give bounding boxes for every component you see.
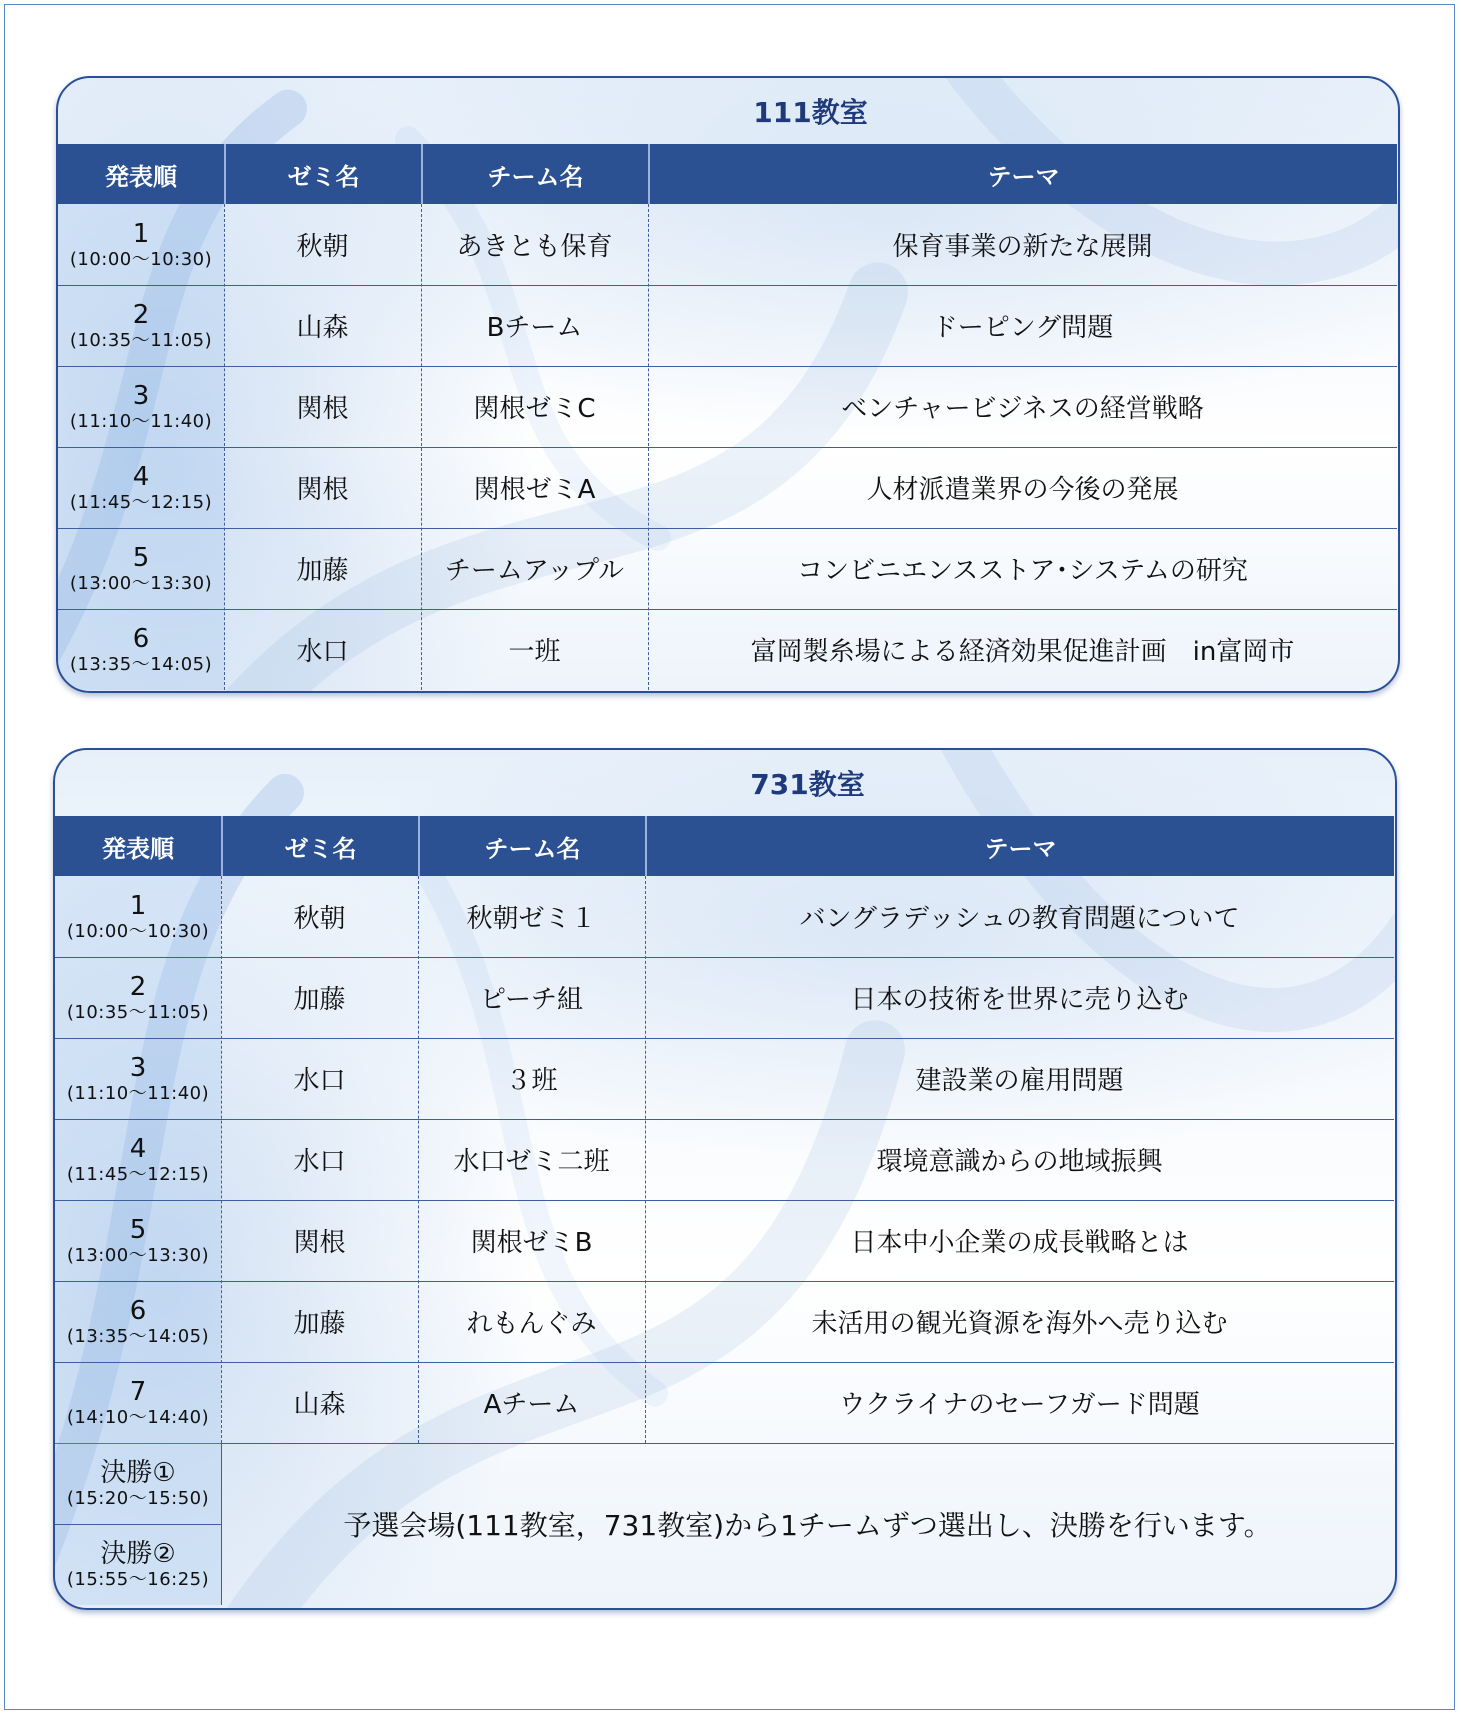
time-slot: (10:00～10:30) xyxy=(69,248,213,270)
room-731-card xyxy=(53,748,1397,1610)
seminar-cell: 山森 xyxy=(296,313,349,343)
row-divider xyxy=(58,609,1397,610)
column-divider xyxy=(224,204,225,690)
column-divider xyxy=(221,876,222,1443)
time-slot: (10:35～11:05) xyxy=(66,1001,210,1023)
time-slot: (14:10～14:40) xyxy=(66,1406,210,1428)
presentation-order-cell xyxy=(58,204,224,285)
presentation-order-cell xyxy=(55,1119,221,1200)
theme-cell: 環境意識からの地域振興 xyxy=(876,1147,1163,1177)
time-slot: (15:55～16:25) xyxy=(66,1568,210,1590)
order-number: 4 xyxy=(132,461,150,492)
presentation-order-cell xyxy=(55,1281,221,1362)
final-label: 決勝② xyxy=(100,1538,176,1569)
row-divider xyxy=(58,285,1397,286)
column-divider xyxy=(648,204,649,690)
column-header-order: 発表順 xyxy=(58,144,224,204)
order-number: 3 xyxy=(129,1052,147,1083)
seminar-cell: 水口 xyxy=(293,1066,346,1096)
presentation-order-cell xyxy=(55,957,221,1038)
order-number: 1 xyxy=(132,218,150,249)
row-divider xyxy=(55,1281,1394,1282)
column-header-team: チーム名 xyxy=(418,816,645,876)
order-number: 5 xyxy=(132,542,150,573)
order-number: 3 xyxy=(132,380,150,411)
presentation-order-cell xyxy=(58,609,224,690)
team-cell: チームアップル xyxy=(444,556,625,586)
final-order-cell xyxy=(55,1443,221,1524)
seminar-cell: 山森 xyxy=(293,1390,346,1420)
row-divider xyxy=(58,528,1397,529)
column-divider xyxy=(421,204,422,690)
theme-cell: 未活用の観光資源を海外へ売り込む xyxy=(811,1309,1228,1339)
team-cell: 関根ゼミC xyxy=(473,394,596,424)
column-header-order: 発表順 xyxy=(55,816,221,876)
team-cell: ピーチ組 xyxy=(480,985,583,1015)
order-number: 2 xyxy=(129,971,147,1002)
row-divider xyxy=(55,1524,221,1525)
team-cell: 水口ゼミ二班 xyxy=(453,1147,610,1177)
seminar-cell: 水口 xyxy=(296,637,349,667)
row-divider xyxy=(58,447,1397,448)
seminar-cell: 加藤 xyxy=(293,1309,346,1339)
seminar-cell: 秋朝 xyxy=(296,232,349,262)
seminar-cell: 加藤 xyxy=(293,985,346,1015)
row-divider xyxy=(55,1200,1394,1201)
presentation-order-cell xyxy=(58,447,224,528)
team-cell: あきとも保育 xyxy=(456,232,613,262)
team-cell: 秋朝ゼミ１ xyxy=(466,904,597,934)
order-number: 2 xyxy=(132,299,150,330)
row-divider xyxy=(55,1119,1394,1120)
final-order-cell xyxy=(55,1524,221,1605)
theme-cell: 建設業の雇用問題 xyxy=(915,1066,1124,1096)
row-divider xyxy=(58,366,1397,367)
column-header-theme: テーマ xyxy=(648,144,1397,204)
time-slot: (11:45～12:15) xyxy=(69,491,213,513)
room-title: 111教室 xyxy=(753,96,868,129)
theme-cell: 富岡製糸場による経済効果促進計画 in富岡市 xyxy=(750,637,1295,667)
room-title: 731教室 xyxy=(750,768,865,801)
time-slot: (10:00～10:30) xyxy=(66,920,210,942)
time-slot: (11:10～11:40) xyxy=(69,410,213,432)
theme-cell: ベンチャービジネスの経営戦略 xyxy=(841,394,1204,424)
presentation-order-cell xyxy=(58,366,224,447)
row-divider xyxy=(55,1362,1394,1363)
finals-note: 予選会場(111教室，731教室)から1チームずつ選出し、決勝を行います。 xyxy=(343,1509,1272,1542)
presentation-order-cell xyxy=(55,1038,221,1119)
theme-cell: 日本の技術を世界に売り込む xyxy=(850,985,1189,1015)
column-header-team: チーム名 xyxy=(421,144,648,204)
row-divider xyxy=(55,957,1394,958)
theme-cell: ウクライナのセーフガード問題 xyxy=(839,1390,1200,1420)
time-slot: (13:35～14:05) xyxy=(66,1325,210,1347)
theme-cell: 日本中小企業の成長戦略とは xyxy=(850,1228,1189,1258)
order-number: 4 xyxy=(129,1133,147,1164)
order-number: 1 xyxy=(129,890,147,921)
column-header-seminar: ゼミ名 xyxy=(221,816,418,876)
time-slot: (13:35～14:05) xyxy=(69,653,213,675)
order-number: 5 xyxy=(129,1214,147,1245)
seminar-cell: 関根 xyxy=(293,1228,346,1258)
seminar-cell: 関根 xyxy=(296,394,349,424)
team-cell: ３班 xyxy=(505,1066,558,1096)
column-header-seminar: ゼミ名 xyxy=(224,144,421,204)
time-slot: (10:35～11:05) xyxy=(69,329,213,351)
team-cell: 一班 xyxy=(508,637,561,667)
theme-cell: 保育事業の新たな展開 xyxy=(892,232,1153,262)
presentation-order-cell xyxy=(58,285,224,366)
final-label: 決勝① xyxy=(100,1457,176,1488)
seminar-cell: 水口 xyxy=(293,1147,346,1177)
team-cell: Bチーム xyxy=(486,313,583,343)
time-slot: (11:10～11:40) xyxy=(66,1082,210,1104)
presentation-order-cell xyxy=(55,1362,221,1443)
time-slot: (15:20～15:50) xyxy=(66,1487,210,1509)
order-number: 6 xyxy=(129,1295,147,1326)
presentation-order-cell xyxy=(55,876,221,957)
team-cell: れもんぐみ xyxy=(466,1309,597,1339)
time-slot: (13:00～13:30) xyxy=(66,1244,210,1266)
theme-cell: 人材派遣業界の今後の発展 xyxy=(866,475,1179,505)
theme-cell: ドーピング問題 xyxy=(931,313,1114,343)
presentation-order-cell xyxy=(55,1200,221,1281)
time-slot: (13:00～13:30) xyxy=(69,572,213,594)
seminar-cell: 関根 xyxy=(296,475,349,505)
order-number: 7 xyxy=(129,1376,147,1407)
team-cell: Aチーム xyxy=(483,1390,580,1420)
room-111-card xyxy=(56,76,1400,693)
time-slot: (11:45～12:15) xyxy=(66,1163,210,1185)
team-cell: 関根ゼミB xyxy=(470,1228,593,1258)
team-cell: 関根ゼミA xyxy=(473,475,596,505)
column-divider xyxy=(418,876,419,1443)
column-divider xyxy=(645,876,646,1443)
theme-cell: バングラデッシュの教育問題について xyxy=(799,904,1240,934)
presentation-order-cell xyxy=(58,528,224,609)
seminar-cell: 秋朝 xyxy=(293,904,346,934)
theme-cell: コンビニエンスストア･システムの研究 xyxy=(797,556,1248,586)
row-divider xyxy=(55,1038,1394,1039)
order-number: 6 xyxy=(132,623,150,654)
seminar-cell: 加藤 xyxy=(296,556,349,586)
column-header-theme: テーマ xyxy=(645,816,1394,876)
